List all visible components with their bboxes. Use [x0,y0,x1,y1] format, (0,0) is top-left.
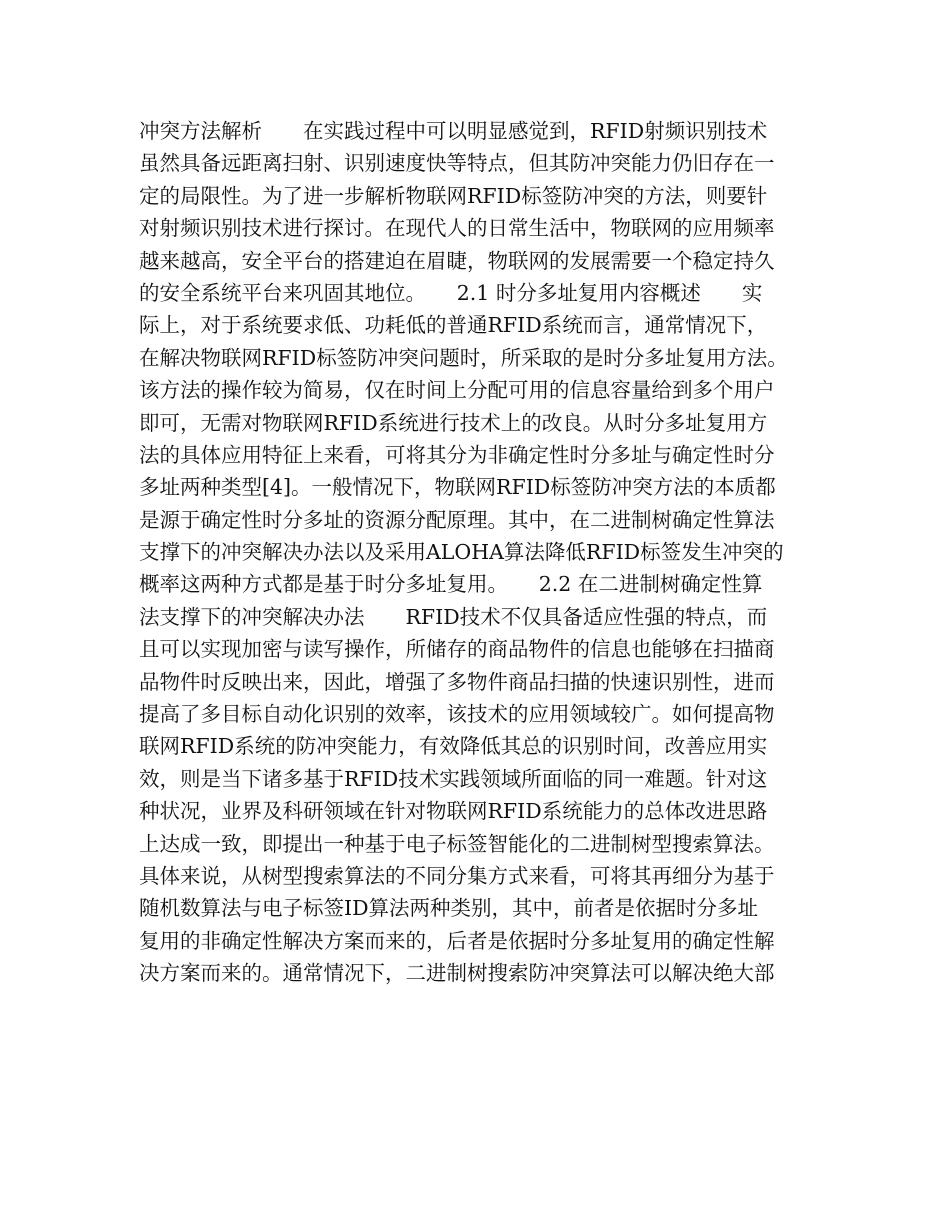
text-line: 该方法的操作较为简易，仅在时间上分配可用的信息容量给到多个用户 [139,378,775,403]
text-line: 际上，对于系统要求低、功耗低的普通RFID系统而言，通常情况下， [139,313,768,338]
text-line: 具体来说，从树型搜索算法的不同分集方式来看，可将其再细分为基于 [139,863,775,888]
text-line: 法支撑下的冲突解决办法 RFID技术不仅具备适应性强的特点，而 [139,604,768,629]
text-line: 是源于确定性时分多址的资源分配原理。其中，在二进制树确定性算法 [139,507,775,532]
text-line: 对射频识别技术进行探讨。在现代人的日常生活中，物联网的应用频率 [139,216,775,241]
text-line: 虽然具备远距离扫射、识别速度快等特点，但其防冲突能力仍旧存在一 [139,151,775,176]
text-line: 冲突方法解析 在实践过程中可以明显感觉到，RFID射频识别技术 [139,119,768,143]
text-line: 随机数算法与电子标签ID算法两种类别，其中，前者是依据时分多址 [139,896,759,921]
text-line: 提高了多目标自动化识别的效率，该技术的应用领域较广。如何提高物 [139,702,775,727]
text-line: 越来越高，安全平台的搭建迫在眉睫，物联网的发展需要一个稳定持久 [139,248,775,273]
text-line: 在解决物联网RFID标签防冲突问题时，所采取的是时分多址复用方法。 [139,345,788,370]
text-line: 即可，无需对物联网RFID系统进行技术上的改良。从时分多址复用方 [139,410,768,435]
text-line: 种状况，业界及科研领域在针对物联网RFID系统能力的总体改进思路 [139,799,768,824]
text-line: 联网RFID系统的防冲突能力，有效降低其总的识别时间，改善应用实 [139,734,768,759]
text-line: 定的局限性。为了进一步解析物联网RFID标签防冲突的方法，则要针 [139,183,768,208]
text-line: 效，则是当下诸多基于RFID技术实践领域所面临的同一难题。针对这 [139,766,768,791]
text-line: 支撑下的冲突解决办法以及采用ALOHA算法降低RFID标签发生冲突的 [139,540,784,565]
text-line: 法的具体应用特征上来看，可将其分为非确定性时分多址与确定性时分 [139,442,775,467]
text-line: 品物件时反映出来，因此，增强了多物件商品扫描的快速识别性，进而 [139,669,775,694]
body-text [139,115,819,990]
text-line: 上达成一致，即提出一种基于电子标签智能化的二进制树型搜索算法。 [139,831,775,856]
text-line: 多址两种类型[4]。一般情况下，物联网RFID标签防冲突方法的本质都 [139,475,776,500]
text-line: 决方案而来的。通常情况下，二进制树搜索防冲突算法可以解决绝大部 [139,961,775,986]
text-line: 概率这两种方式都是基于时分多址复用。 2.2 在二进制树确定性算 [139,572,763,597]
text-line: 的安全系统平台来巩固其地位。 2.1 时分多址复用内容概述 实 [139,280,763,305]
text-line: 且可以实现加密与读写操作，所储存的商品物件的信息也能够在扫描商 [139,637,775,662]
text-line: 复用的非确定性解决方案而来的，后者是依据时分多址复用的确定性解 [139,928,775,953]
